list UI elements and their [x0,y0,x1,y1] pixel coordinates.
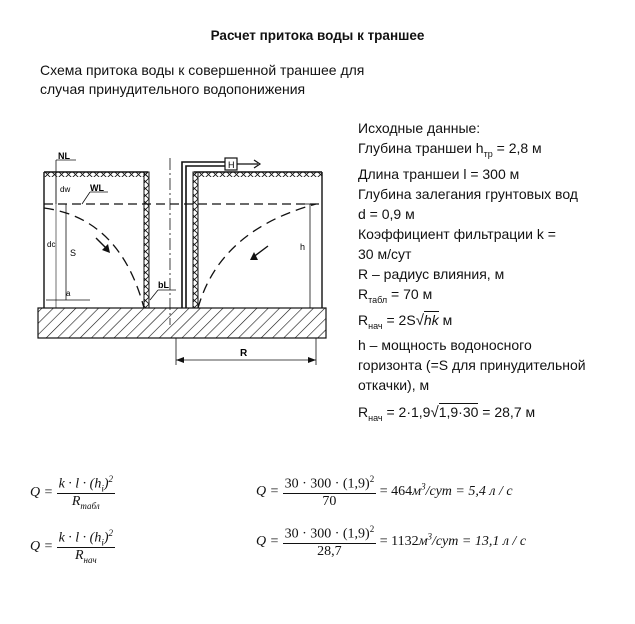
dc-label: dc [47,240,56,249]
wl-label: WL [90,183,104,193]
given-kf-line2: 30 м/сут [358,245,412,262]
sheet-pile-right [193,172,198,308]
nl-label: NL [58,151,70,161]
formula-q-tabl: Q = $\frac{k \cdot l \cdot (h_i)^2}{R_{табл}}$ [30,474,114,512]
bl-label: bL [158,280,169,290]
given-h-line3: откачки), м [358,377,430,394]
trench-diagram [30,150,340,380]
given-h-line1: h – мощность водоносного [358,337,532,354]
given-length: Длина траншеи l = 300 м [358,165,520,182]
calc-q-tabl: Q = $\frac{30 \cdot 300 \cdot (1,9)^2}{70}$ = $464м^3$/сут = 5,4 л / с [256,474,513,509]
given-depth: Глубина траншеи $h_{тр} = 2,8$ м [358,140,542,159]
dw-label: dw [60,185,71,194]
given-kf-line1: Коэффициент фильтрации k = [358,225,556,242]
ground-surface-left [44,172,148,177]
page-title: Расчет притока воды к траншее [210,28,425,43]
r-label: R [240,348,248,359]
rnach-calculation: $R_{нач} = 2\cdot 1,9√1,9\cdot 30 = 28,7$ м [358,404,536,423]
given-header: Исходные данные: [358,120,481,136]
formula-q-nach: Q = $\frac{k \cdot l \cdot (h_i)^2}{R_{нач}}$ [30,528,114,566]
given-radius-def: R – радиус влияния, м [358,265,505,282]
s-label: S [70,248,77,258]
scheme-caption-line2: случая принудительного водопонижения [40,81,306,97]
given-rtab: $R_{табл} = 70$ м [358,285,433,305]
sheet-pile-left [144,172,149,308]
given-gw-line2: d = 0,9 м [358,205,415,222]
a-label: a [66,289,71,298]
calc-q-nach: Q = $\frac{30 \cdot 300 \cdot (1,9)^2}{28,7}$ = $1132м^3$/сут = 13,1 л / с [256,524,527,559]
given-data [358,118,586,395]
given-gw-line1: Глубина залегания грунтовых вод [358,185,578,202]
pump-label: Н [228,160,235,170]
scheme-caption-line1: Схема притока воды к совершенной траншее для [40,62,365,78]
ground-surface-right [194,172,322,177]
h-label: h [300,242,306,252]
given-h-line2: горизонта (=S для принудительной [358,357,586,374]
given-rnach: $R_{нач} = 2S√hk$ м [358,311,453,331]
aquitard-layer [38,308,326,338]
